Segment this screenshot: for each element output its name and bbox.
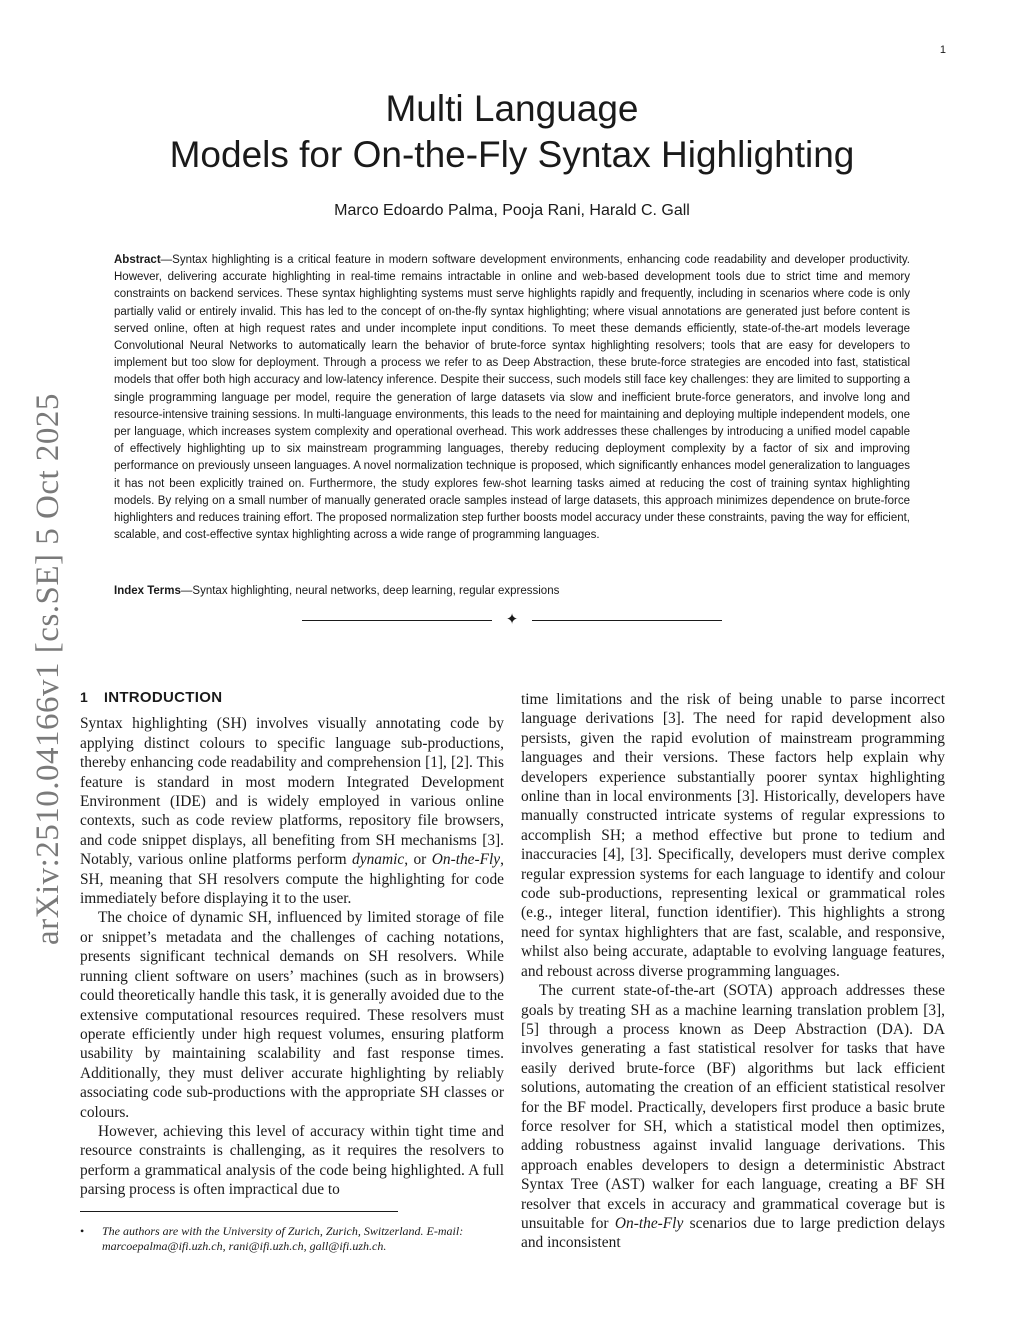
section-title-first-letter: I [104, 689, 109, 705]
intro-p1-text-b: , or [404, 851, 432, 869]
footnote-text: The authors are with the University of Zurich, Zurich, Switzerland. E-mail: marcoepalma@ifi.uzh.ch, rani@ifi.uzh.ch, gall@ifi.uzh.ch. [102, 1224, 464, 1253]
intro-p1-emphasis-on-the-fly: On-the-Fly [431, 851, 501, 869]
section-heading-introduction [80, 688, 504, 707]
paper-title [100, 86, 924, 178]
intro-paragraph-4: time limitations and the risk of being unable to parse incorrect language derivations [3]. The need for rapid development also persists, given the rapid evolution of mainstream programming languages and their versions. These factors help explain why developers experience substantially poorer syntax highlighting online than in local environments [3]. Historically, developers have manually constructed intricate systems of regular expressions to accomplish SH; a method effective but prone to tedium and inaccuracies [4], [3]. Specifically, developers must derive complex regular expression systems for each language to identify and colour code sub-productions, representing lexical or grammatical roles (e.g., integer literal, function identifier). This highlights a strong need for syntax highlighters that are fast, scalable, and responsive, whilst also being accurate, adaptable to evolving language features, and reboust across diverse programming languages. [521, 691, 945, 980]
footnote-rule [80, 1211, 398, 1212]
right-column [521, 690, 945, 1253]
footnote-bullet: • [80, 1224, 85, 1238]
index-terms-text: —Syntax highlighting, neural networks, deep learning, regular expressions [180, 585, 560, 597]
section-separator [302, 610, 722, 630]
intro-paragraph-3: However, achieving this level of accuracy within tight time and resource constraints is challenging, as it requires the resolvers to perform a grammatical analysis of the code being highlighted. A full parsing process is often impractical due to [80, 1122, 504, 1199]
affiliation-footnote [80, 1224, 504, 1254]
separator-diamond-icon: ✦ [505, 611, 519, 628]
abstract-text: —Syntax highlighting is a critical feature in modern software development environments, enhancing code readability and developer productivity. However, delivering accurate highlighting in real-time remains intractable in online and web-based development tools due to strict time and memory constraints on backend services. These syntax highlighting systems must serve highlights rapidly and frequently, including in scenarios where code is only partially valid or entirely invalid. This has led to the concept of on-the-fly syntax highlighting; where visual annotations are generated just before content is served online, often at high request rates and under incomplete input conditions. To meet these demands efficiently, state-of-the-art models leverage Convolutional Neural Networks to automatically learn the behavior of brute-force syntax highlighting resolvers; tools that are easy for developers to implement but too slow for deployment. Through a process we refer to as Deep Abstraction, these brute-force strategies are encoded into fast, statistical models that offer both high accuracy and low-latency inference. Despite their success, such models still face key challenges: they are limited to supporting a single programming language per model, require the generation of large datasets via slow and inefficient brute-force generators, and involve long and resource-intensive training sessions. In multi-language environments, this leads to the need for maintaining and deploying multiple independent models, one per language, which increases system complexity and operational overhead. This work addresses these challenges by introducing a unified model capable of effectively highlighting up to six mainstream programming languages, thereby reducing deployment complexity by a factor of six and improving performance on previously unseen languages. A novel normalization technique is proposed, which significantly enhances model generalization to languages it has not been explicitly trained on. Furthermore, the study explores few-shot learning tasks aimed at reducing the cost of training syntax highlighting models. By relying on a small number of manually generated oracle samples instead of large datasets, this approach minimizes dependence on brute-force highlighters and reduces training effort. The proposed normalization step further boosts model accuracy under these constraints, paving the way for efficient, scalable, and cost-effective syntax highlighting across a wide range of programming languages. [114, 254, 910, 542]
intro-p1-emphasis-dynamic: dynamic [352, 851, 405, 869]
intro-paragraph-5 [521, 981, 945, 1253]
page-number: 1 [939, 44, 946, 56]
intro-paragraph-2: The choice of dynamic SH, influenced by limited storage of file or snippet’s metadata and the challenges of caching notations, presents significant technical demands on SH resolvers. While running client software on users’ machines (such as in browsers) could theoretically handle this task, it is generally avoided due to the extensive computational resources required. These resolvers must operate efficiently under high request volumes, ensuring platform usability by maintaining scalability and fast response times. Additionally, they must deliver accurate highlighting by reliably associating code sub-productions with the appropriate SH classes or colours. [80, 909, 504, 1121]
section-title-rest: NTRODUCTION [108, 689, 223, 706]
intro-p5-emphasis-on-the-fly: On-the-Fly [614, 1214, 684, 1232]
section-number: 1 [80, 689, 89, 705]
left-column [80, 688, 504, 1200]
intro-p1-text-a: Syntax highlighting (SH) involves visually annotating code by applying distinct colours to specific language sub-productions, thereby enhancing code readability and comprehension [1], [2]. This feature is standard in most modern Integrated Development Environment (IDE) and is widely employed in various online contexts, such as code review platforms, repository file browsers, and code snippet displays, all benefiting from SH mechanisms [3]. Notably, various online platforms perform [80, 715, 504, 869]
index-terms-label: Index Terms [114, 585, 181, 597]
index-terms [114, 585, 910, 597]
arxiv-identifier: arXiv:2510.04166v1 [cs.SE] 5 Oct 2025 [30, 393, 66, 945]
intro-p1-text-c: , SH, meaning that SH resolvers compute the highlighting for code immediately before displaying it to the user. [80, 851, 504, 908]
intro-p5-text-a: The current state-of-the-art (SOTA) approach addresses these goals by treating SH as a machine learning translation problem [3], [5] through a process known as Deep Abstraction (DA). DA involves generating a fast statistical resolver for tasks that have easily derived brute-force (BF) algorithms but lack efficient solutions, automating the creation of an efficient statistical resolver for the BF model. Practically, developers first produce a basic brute force resolver for SH, which a statistical model then optimizes, adding robustness against invalid language derivations. This approach enables developers to design a deterministic Abstract Syntax Tree (AST) walker for each language, creating a BF SH resolver that excels in accuracy and grammatical coverage but is unsuitable for [521, 982, 945, 1232]
abstract-label: Abstract [114, 254, 161, 266]
separator-rule-left [302, 620, 492, 621]
intro-p5-text-b: scenarios due to large prediction delays and inconsistent [521, 1214, 945, 1252]
title-line-1: Multi Language [385, 88, 639, 129]
abstract [114, 252, 910, 544]
intro-paragraph-1 [80, 714, 504, 908]
title-line-2: Models for On-the-Fly Syntax Highlighting [169, 134, 855, 175]
separator-rule-right [532, 620, 722, 621]
author-list: Marco Edoardo Palma, Pooja Rani, Harald C. Gall [334, 202, 690, 219]
